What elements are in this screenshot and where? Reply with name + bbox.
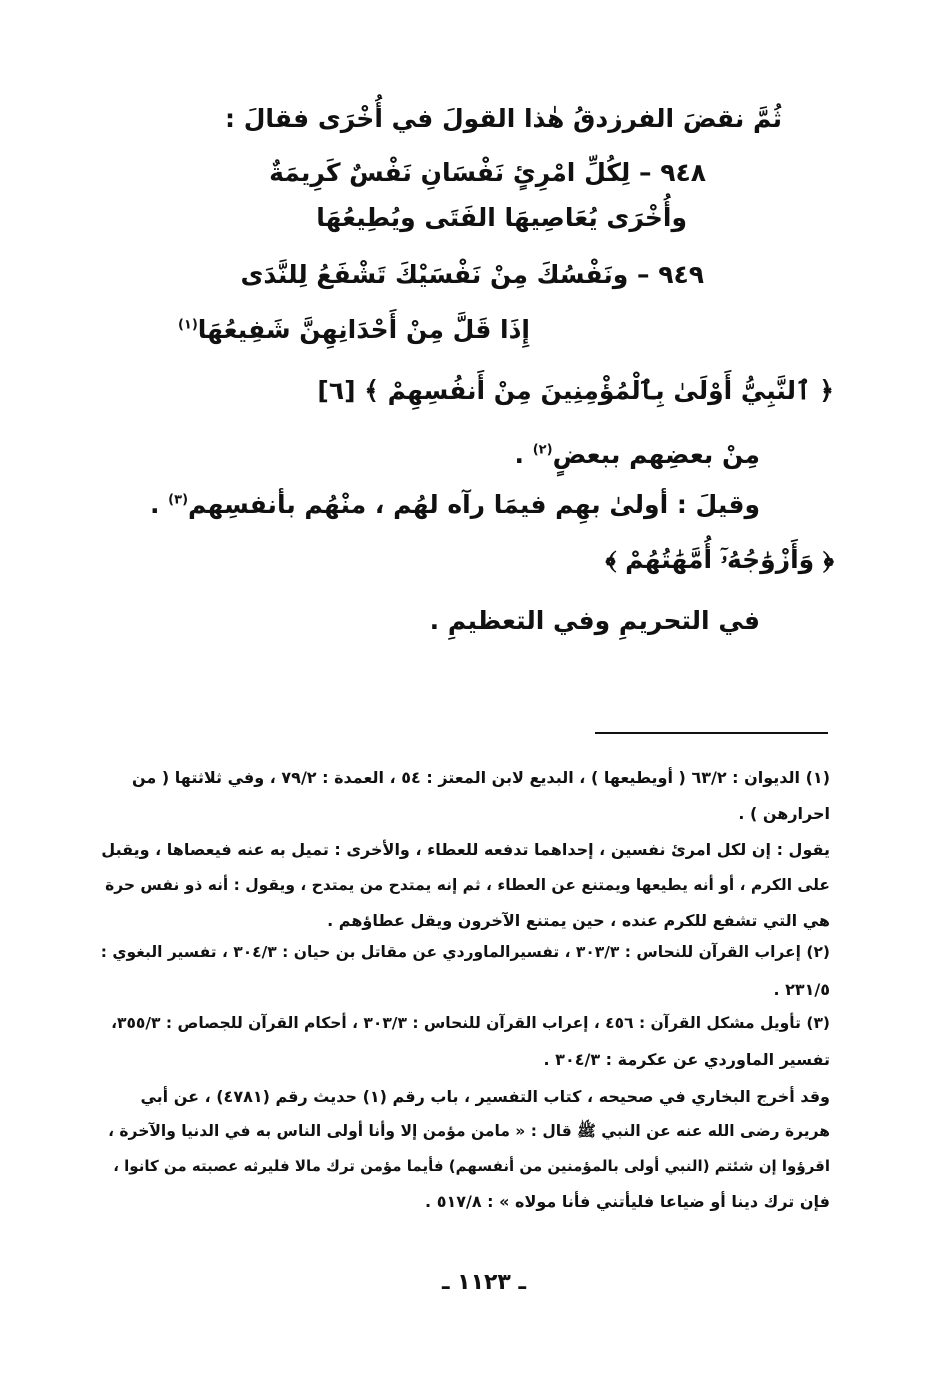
verse-949-second-hemistich: [178, 315, 530, 345]
footnote-2-line-2: ٢٣١/٥ .: [773, 980, 830, 999]
page-number: ـ ١١٢٣ ـ: [441, 1270, 527, 1295]
verse-948-first-hemistich: ٩٤٨ – لِكُلِّ امْرِئٍ نَفْسَانِ نَفْسٌ كَرِيمَةٌ: [269, 158, 706, 187]
footnote-2-line-1: (٢) إعراب القرآن للنحاس : ٣٠٣/٣ ، تفسيرالماوردي عن مقاتل بن حيان : ٣٠٤/٣ ، تفسير البغوي :: [100, 943, 830, 961]
footnote-marker-2: (٢): [532, 442, 553, 458]
footnote-3-line-6: فإن ترك دينا أو ضياعا فليأتني فأنا مولاه » : ٥١٧/٨ .: [425, 1192, 830, 1211]
tahrim-line: في التحريمِ وفي التعظيمِ .: [429, 606, 760, 635]
intro-line: ثُمَّ نقضَ الفرزدقُ هٰذا القولَ في أُخْرَى فقالَ :: [225, 104, 782, 133]
footnote-marker-3: (٣): [168, 492, 189, 508]
ba3duhum-text: مِنْ بعضِهم ببعضٍ: [552, 440, 760, 469]
ba3duhum-period: .: [514, 440, 524, 469]
footnote-1-line-3: يقول : إن لكل امرئ نفسين ، إحداهما تدفعه للعطاء ، والأخرى : تميل به عنه فيعصاها ، ويقبل: [101, 840, 830, 859]
footnote-1-line-2: احرارهن ) .: [738, 804, 830, 823]
footnote-3-line-1: (٣) تأويل مشكل القرآن : ٤٥٦ ، إعراب القرآن للنحاس : ٣٠٣/٣ ، أحكام القرآن للجصاص : ٣٥٥/٣،: [111, 1014, 830, 1032]
ba3duhum-line: [515, 440, 761, 470]
footnote-3-line-4: هريرة رضى الله عنه عن النبي ﷺ قال : « مامن مؤمن إلا وأنا أولى الناس به في الدنيا والآخرة ،: [108, 1122, 830, 1140]
footnote-separator: [595, 732, 828, 734]
verse-948-second-hemistich: وأُخْرَى يُعَاصِيهَا الفَتَى ويُطِيعُهَا: [316, 203, 687, 232]
footnote-1-line-4: على الكرم ، أو أنه يطيعها ويمتنع عن العطاء ، ثم إنه يمتدح من يمتدح ، ويقول : أنه ذو نفس حرة: [105, 876, 830, 894]
footnote-3-line-5: اقرؤوا إن شئتم (النبي أولى بالمؤمنين من أنفسهم) فأيما مؤمن ترك مالا فليرثه عصبته من كانوا ،: [113, 1157, 830, 1175]
footnote-3-line-3: وقد أخرج البخاري في صحيحه ، كتاب التفسير ، باب رقم (١) حديث رقم (٤٧٨١) ، عن أبي: [140, 1087, 830, 1106]
footnote-marker-1: (١): [177, 317, 198, 333]
verse-949-first-hemistich: ٩٤٩ – ونَفْسُكَ مِنْ نَفْسَيْكَ تَشْفَعُ لِلنَّدَى: [240, 260, 704, 289]
quran-verse-prophet: ﴿ ٱلنَّبِيُّ أَوْلَىٰ بِٱلْمُؤْمِنِينَ مِنْ أَنفُسِهِمْ ﴾ [٦]: [317, 376, 834, 405]
qila-text: وقيلَ : أولىٰ بهِم فيمَا رآه لهُم ، منْهُم بأنفسِهم: [188, 490, 760, 519]
footnote-1-line-5: هي التي تشفع للكرم عنده ، حين يمتنع الآخرون ويقل عطاؤهم .: [327, 911, 830, 930]
footnote-1-line-1: (١) الديوان : ٦٣/٢ ( أويطيعها ) ، البديع لابن المعتز : ٥٤ ، العمدة : ٧٩/٢ ، وفي ثلاثتها ( من: [131, 768, 830, 787]
qila-period: .: [149, 490, 160, 519]
verse-949-second-text: إِذَا قَلَّ مِنْ أَحْدَانِهِنَّ شَفِيعُهَا: [197, 315, 530, 344]
qila-line: [150, 490, 760, 520]
footnote-3-line-2: تفسير الماوردي عن عكرمة : ٣٠٤/٣ .: [543, 1050, 830, 1069]
quran-verse-wives: ﴿ وَأَزْوَٰجُهُۥٓ أُمَّهَٰتُهُمْ ﴾: [605, 545, 834, 574]
